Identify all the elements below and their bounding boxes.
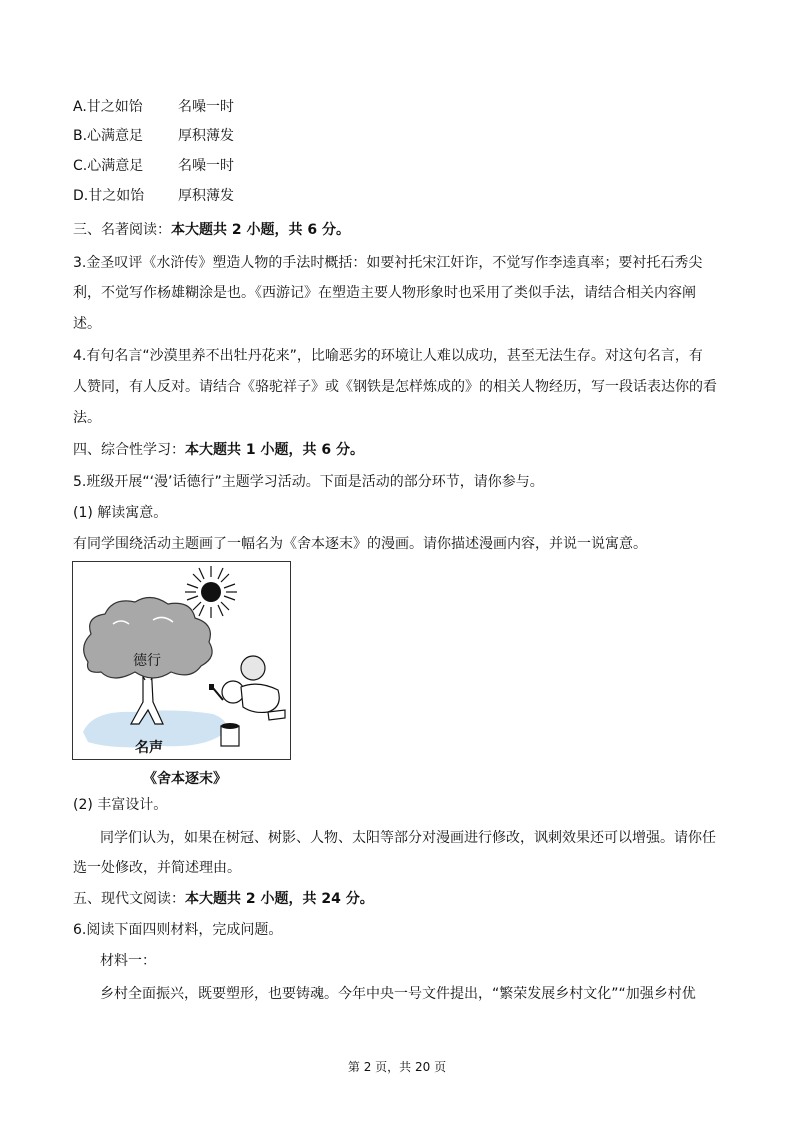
question-5-part-2-line-2: 选一处修改，并简述理由。 xyxy=(73,860,241,876)
page-footer: 第 2 页，共 20 页 xyxy=(347,1060,447,1074)
section-3-heading xyxy=(73,220,350,240)
person-figure xyxy=(209,656,285,720)
section-5-heading xyxy=(73,889,374,909)
question-4-line-1: 4.有句名言“沙漠里养不出牡丹花来”，比喻恶劣的环境让人难以成功，甚至无法生存。对这句名言，有 xyxy=(73,348,703,364)
question-5-part-2-line-1: 同学们认为，如果在树冠、树影、人物、太阳等部分对漫画进行修改，讽刺效果还可以增强。请你任 xyxy=(100,830,716,846)
question-4-line-3: 法。 xyxy=(73,410,101,426)
option-a-word: 名噪一时 xyxy=(178,99,234,115)
material-1-title: 材料一： xyxy=(100,953,156,969)
option-b xyxy=(73,126,234,146)
cartoon-caption: 《舍本逐末》 xyxy=(143,771,227,787)
option-b-label: B.心满意足 xyxy=(73,128,144,144)
option-d-label: D.甘之如饴 xyxy=(73,188,145,204)
option-a-label: A.甘之如饴 xyxy=(73,99,143,115)
section-4-info: 本大题共 1 小题，共 6 分。 xyxy=(185,442,364,458)
option-d-word: 厚积薄发 xyxy=(178,188,234,204)
section-3-info: 本大题共 2 小题，共 6 分。 xyxy=(171,222,350,238)
section-4-prefix: 四、综合性学习： xyxy=(73,442,185,458)
section-4-heading xyxy=(73,440,364,460)
question-5-part-1: (1) 解读寓意。 xyxy=(73,505,168,521)
question-6: 6.阅读下面四则材料，完成问题。 xyxy=(73,922,283,938)
shadow-label: 名声 xyxy=(135,739,163,755)
cartoon-drawing xyxy=(73,562,290,759)
material-1-text: 乡村全面振兴，既要塑形，也要铸魂。今年中央一号文件提出，“繁荣发展乡村文化”“加强乡村优 xyxy=(100,986,696,1002)
question-5: 5.班级开展“‘漫’话德行”主题学习活动。下面是活动的部分环节，请你参与。 xyxy=(73,474,544,490)
option-b-word: 厚积薄发 xyxy=(178,128,234,144)
option-d xyxy=(73,186,234,206)
crown-label: 德行 xyxy=(133,652,161,668)
section-3-prefix: 三、名著阅读： xyxy=(73,222,171,238)
option-a xyxy=(73,97,234,117)
question-3-line-1: 3.金圣叹评《水浒传》塑造人物的手法时概括：如要衬托宋江奸诈，不觉写作李逵真率；要衬托石秀尖 xyxy=(73,255,703,271)
option-c xyxy=(73,156,234,176)
question-3-line-3: 述。 xyxy=(73,316,101,332)
question-4-line-2: 人赞同，有人反对。请结合《骆驼祥子》或《钢铁是怎样炼成的》的相关人物经历，写一段话表达你的看 xyxy=(73,379,717,395)
question-5-part-2: (2) 丰富设计。 xyxy=(73,797,168,813)
option-c-word: 名噪一时 xyxy=(178,158,234,174)
question-5-part-1-text: 有同学围绕活动主题画了一幅名为《舍本逐末》的漫画。请你描述漫画内容，并说一说寓意。 xyxy=(73,536,647,552)
option-c-label: C.心满意足 xyxy=(73,158,144,174)
section-5-info: 本大题共 2 小题，共 24 分。 xyxy=(185,891,374,907)
cartoon-image xyxy=(72,561,291,760)
sun-icon xyxy=(185,566,237,618)
section-5-prefix: 五、现代文阅读： xyxy=(73,891,185,907)
paint-bucket-icon xyxy=(221,723,239,746)
question-3-line-2: 利，不觉写作杨雄糊涂是也。《西游记》在塑造主要人物形象时也采用了类似手法，请结合相关内容阐 xyxy=(73,285,696,301)
